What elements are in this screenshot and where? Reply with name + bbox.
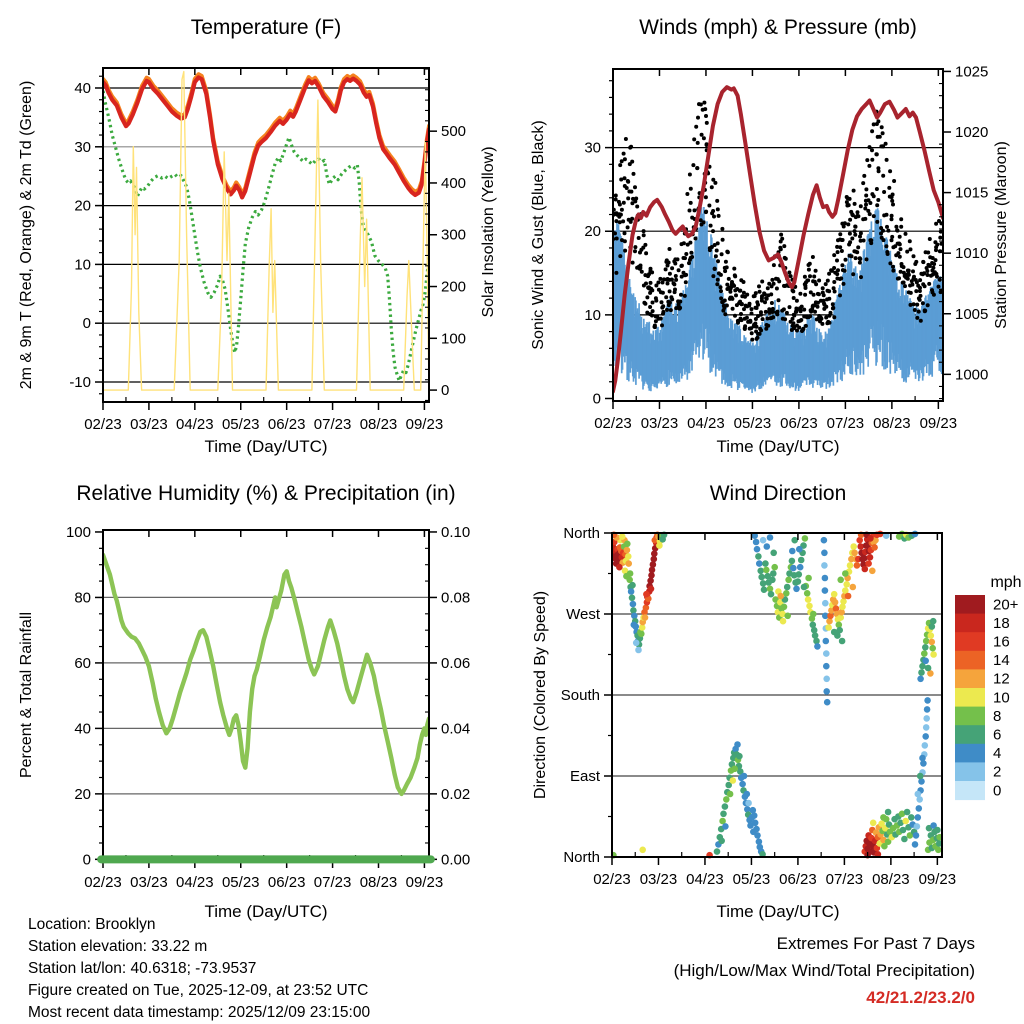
svg-text:02/23: 02/23 bbox=[594, 415, 632, 432]
svg-text:06/23: 06/23 bbox=[780, 415, 818, 432]
svg-text:100: 100 bbox=[65, 523, 91, 541]
wind-direction-chart: Wind Direction Direction (Colored By Speed) Time (Day/UTC) North West South East North 02/23 03/23 04/23 05/23 06/23 07/23 08/23 09/23 mph 20+ 18 16 14 12 10 8 6 4 2 0 bbox=[512, 470, 1024, 920]
svg-text:300: 300 bbox=[441, 226, 467, 244]
station-latlon: Station lat/lon: 40.6318; -73.9537 bbox=[28, 960, 257, 977]
direction-x-axis-label: Time (Day/UTC) bbox=[716, 902, 840, 921]
svg-text:04/23: 04/23 bbox=[176, 874, 214, 891]
svg-text:10: 10 bbox=[74, 256, 91, 274]
data-timestamp: Most recent data timestamp: 2025/12/09 23:15:00 bbox=[28, 1004, 371, 1021]
svg-text:1020: 1020 bbox=[955, 124, 989, 142]
svg-text:0.00: 0.00 bbox=[441, 851, 471, 869]
svg-text:10: 10 bbox=[584, 306, 601, 324]
station-info bbox=[28, 914, 370, 1024]
temperature-x-axis-label: Time (Day/UTC) bbox=[204, 437, 328, 456]
svg-text:14: 14 bbox=[993, 652, 1010, 670]
svg-text:04/23: 04/23 bbox=[686, 871, 724, 888]
humidity-precip-chart: Relative Humidity (%) & Precipitation (in) Percent & Total Rainfall Time (Day/UTC) 0 20 40 60 80 100 0.00 0.02 0.04 0.06 0.08 0.10 02/23 03/23 04/23 05/23 06/23 07/23 08/23 09/23 bbox=[0, 470, 512, 920]
svg-text:1015: 1015 bbox=[955, 184, 989, 202]
svg-text:07/23: 07/23 bbox=[826, 415, 865, 432]
svg-text:08/23: 08/23 bbox=[359, 874, 398, 891]
svg-text:East: East bbox=[569, 768, 600, 785]
station-elevation: Station elevation: 33.22 m bbox=[28, 938, 208, 955]
svg-text:4: 4 bbox=[993, 745, 1002, 763]
svg-text:09/23: 09/23 bbox=[405, 874, 444, 891]
svg-text:18: 18 bbox=[993, 614, 1010, 632]
svg-text:09/23: 09/23 bbox=[919, 415, 958, 432]
svg-text:02/23: 02/23 bbox=[593, 871, 631, 888]
svg-text:05/23: 05/23 bbox=[732, 871, 771, 888]
station-location: Location: Brooklyn bbox=[28, 916, 156, 933]
winds-pressure-chart-title: Winds (mph) & Pressure (mb) bbox=[639, 16, 917, 39]
svg-text:40: 40 bbox=[74, 79, 91, 97]
svg-text:0.02: 0.02 bbox=[441, 785, 471, 803]
winds-pressure-chart: Winds (mph) & Pressure (mb) Sonic Wind & Gust (Blue, Black) Station Pressure (Maroon) Time (Day/UTC) 0 10 20 30 1000 1005 1010 1015 1020 1025 02/23 03/23 04/23 05/23 06/23 07/23 08/23 09/23 bbox=[512, 0, 1024, 470]
svg-text:100: 100 bbox=[441, 330, 467, 348]
figure-created: Figure created on Tue, 2025-12-09, at 23:52 UTC bbox=[28, 982, 369, 999]
svg-text:05/23: 05/23 bbox=[221, 874, 260, 891]
svg-text:mph: mph bbox=[990, 574, 1022, 591]
svg-text:0: 0 bbox=[993, 782, 1002, 800]
humidity-x-axis-label: Time (Day/UTC) bbox=[204, 902, 328, 921]
svg-text:20: 20 bbox=[74, 785, 91, 803]
svg-text:2: 2 bbox=[993, 763, 1002, 781]
svg-text:North: North bbox=[563, 525, 600, 542]
svg-text:07/23: 07/23 bbox=[825, 871, 864, 888]
extremes-block bbox=[674, 930, 975, 1011]
svg-text:05/23: 05/23 bbox=[733, 415, 772, 432]
svg-text:1025: 1025 bbox=[955, 63, 989, 81]
svg-text:08/23: 08/23 bbox=[873, 415, 911, 432]
svg-text:10: 10 bbox=[993, 689, 1010, 707]
wind-direction-plot bbox=[512, 470, 1024, 920]
svg-text:03/23: 03/23 bbox=[130, 416, 168, 433]
svg-text:80: 80 bbox=[74, 589, 91, 607]
svg-text:30: 30 bbox=[74, 138, 91, 156]
svg-text:07/23: 07/23 bbox=[313, 416, 352, 433]
svg-text:05/23: 05/23 bbox=[221, 416, 260, 433]
svg-text:04/23: 04/23 bbox=[687, 415, 725, 432]
extremes-subtitle: (High/Low/Max Wind/Total Precipitation) bbox=[673, 961, 975, 980]
svg-text:1005: 1005 bbox=[955, 305, 989, 323]
humidity-precip-plot bbox=[0, 470, 512, 920]
svg-text:03/23: 03/23 bbox=[640, 415, 679, 432]
extremes-values: 42/21.2/23.2/0 bbox=[866, 988, 975, 1007]
svg-text:0: 0 bbox=[82, 851, 91, 869]
svg-text:12: 12 bbox=[993, 670, 1010, 688]
temperature-chart-title: Temperature (F) bbox=[190, 16, 342, 39]
svg-text:0.04: 0.04 bbox=[441, 720, 471, 738]
svg-text:North: North bbox=[563, 849, 600, 866]
svg-text:200: 200 bbox=[441, 278, 467, 296]
svg-text:08/23: 08/23 bbox=[359, 416, 398, 433]
svg-text:09/23: 09/23 bbox=[918, 871, 957, 888]
svg-text:West: West bbox=[566, 606, 600, 623]
svg-text:20: 20 bbox=[584, 223, 601, 241]
svg-text:06/23: 06/23 bbox=[779, 871, 817, 888]
wind-direction-chart-title: Wind Direction bbox=[709, 482, 847, 505]
svg-text:400: 400 bbox=[441, 174, 467, 192]
svg-text:16: 16 bbox=[993, 633, 1010, 651]
svg-text:20: 20 bbox=[74, 197, 91, 215]
svg-text:03/23: 03/23 bbox=[639, 871, 678, 888]
winds-pressure-plot bbox=[512, 0, 1024, 470]
svg-text:07/23: 07/23 bbox=[313, 874, 352, 891]
svg-text:40: 40 bbox=[74, 720, 91, 738]
svg-text:8: 8 bbox=[993, 707, 1002, 725]
temperature-chart: Temperature (F) 2m & 9m T (Red, Orange) & 2m Td (Green) Solar Insolation (Yellow) Time (Day/UTC) -10 0 10 20 30 40 0 100 200 300 400 500 02/23 03/23 04/23 05/23 06/23 07/23 08/23 09/23 bbox=[0, 0, 512, 470]
svg-text:0.06: 0.06 bbox=[441, 654, 471, 672]
winds-x-axis-label: Time (Day/UTC) bbox=[716, 437, 840, 456]
svg-text:0: 0 bbox=[441, 382, 450, 400]
svg-text:0: 0 bbox=[592, 390, 601, 408]
svg-text:500: 500 bbox=[441, 123, 467, 141]
svg-text:0.08: 0.08 bbox=[441, 589, 471, 607]
svg-text:60: 60 bbox=[74, 654, 91, 672]
svg-text:20+: 20+ bbox=[993, 596, 1019, 614]
svg-text:02/23: 02/23 bbox=[84, 416, 122, 433]
svg-text:03/23: 03/23 bbox=[130, 874, 168, 891]
svg-text:1000: 1000 bbox=[955, 366, 989, 384]
svg-text:30: 30 bbox=[584, 139, 601, 157]
svg-text:06/23: 06/23 bbox=[267, 874, 306, 891]
svg-text:09/23: 09/23 bbox=[405, 416, 444, 433]
svg-text:02/23: 02/23 bbox=[84, 874, 122, 891]
svg-text:08/23: 08/23 bbox=[872, 871, 910, 888]
temperature-plot bbox=[0, 0, 512, 470]
svg-text:0.10: 0.10 bbox=[441, 523, 471, 541]
svg-text:06/23: 06/23 bbox=[267, 416, 306, 433]
svg-text:6: 6 bbox=[993, 726, 1002, 744]
svg-text:1010: 1010 bbox=[955, 245, 989, 263]
extremes-title: Extremes For Past 7 Days bbox=[776, 934, 975, 953]
svg-text:0: 0 bbox=[82, 315, 91, 333]
humidity-chart-title: Relative Humidity (%) & Precipitation (in) bbox=[76, 482, 456, 505]
svg-text:04/23: 04/23 bbox=[176, 416, 214, 433]
svg-text:-10: -10 bbox=[69, 374, 91, 392]
svg-text:South: South bbox=[560, 687, 600, 704]
